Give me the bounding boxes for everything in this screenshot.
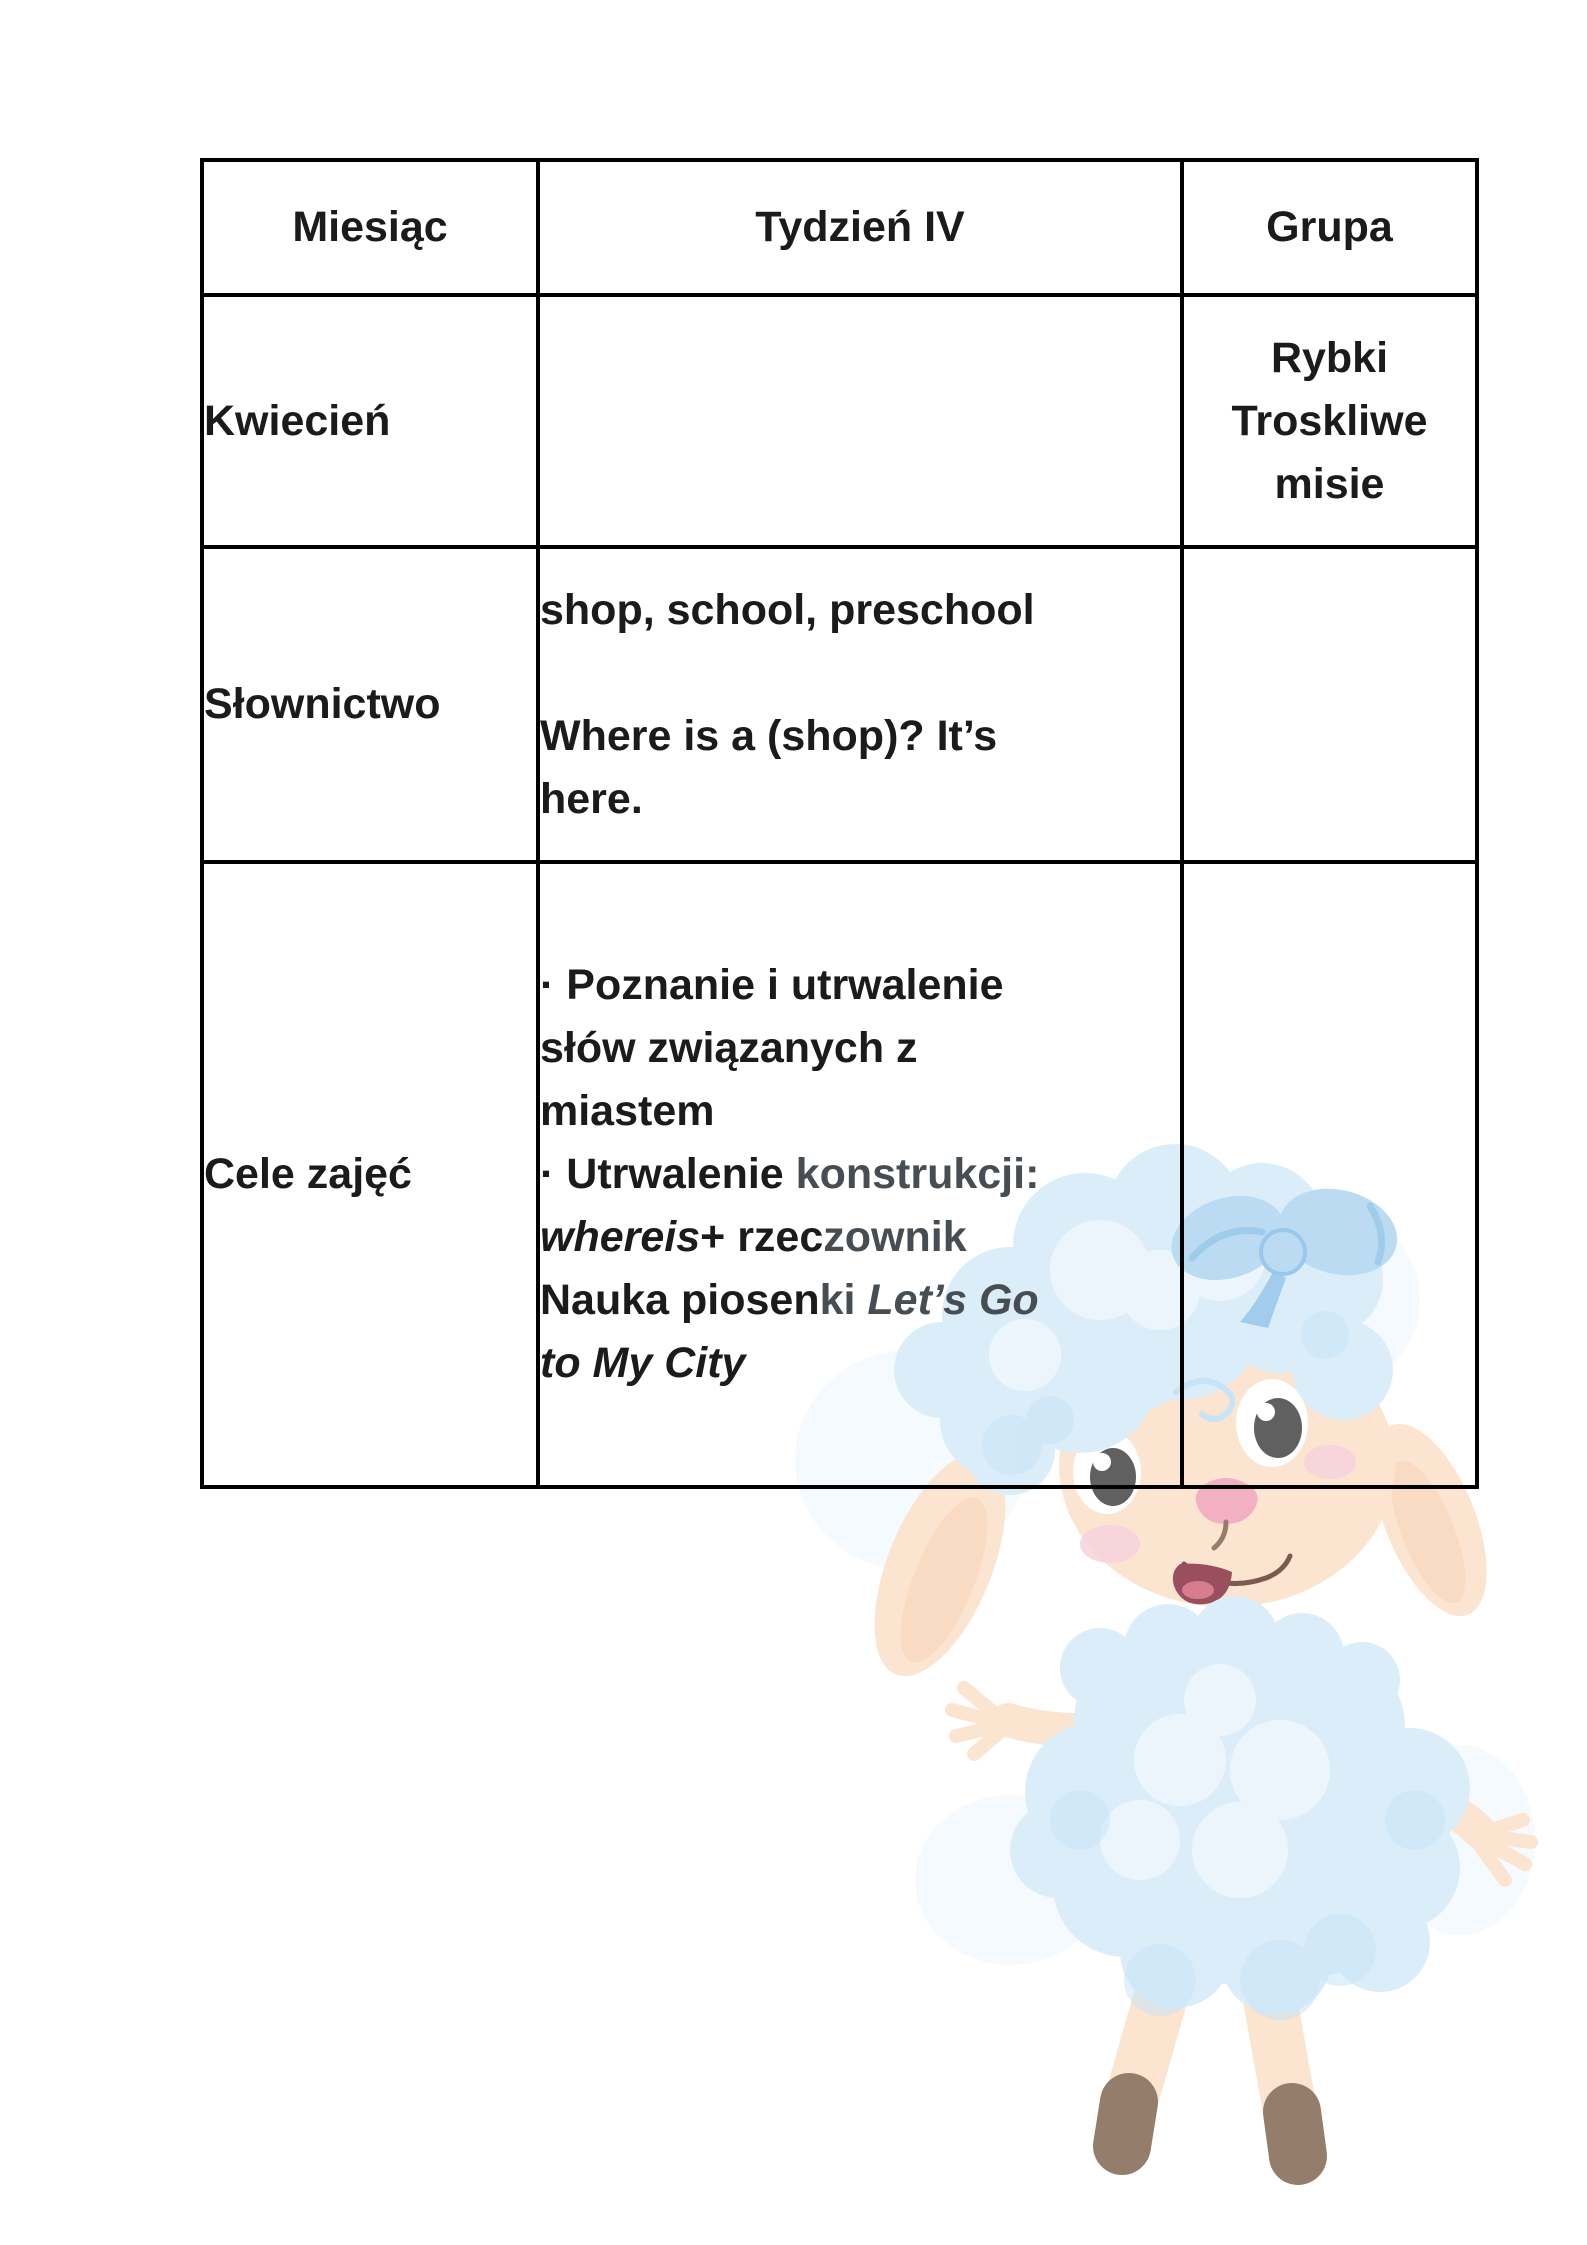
header-row	[202, 160, 1477, 295]
text-line: Troskliwe	[1231, 396, 1428, 445]
text-line: słów związanych z	[540, 1024, 918, 1072]
text-line: misie	[1274, 459, 1385, 508]
text-line	[540, 642, 1180, 705]
header-tydzien-iv: Tydzień IV	[538, 160, 1182, 295]
text-line: miastem	[540, 1087, 715, 1135]
text-line: Rybki	[1270, 333, 1389, 382]
table-row-slownictwo	[202, 547, 1477, 862]
text-line: to My City	[540, 1339, 746, 1387]
text-line: Where is a (shop)? It’s	[540, 711, 998, 760]
text-line: Nauka piosenki Let’s Go	[540, 1276, 1039, 1324]
text-line: · Poznanie i utrwalenie	[540, 961, 1004, 1009]
slownictwo-group-cell	[1182, 547, 1477, 862]
group-names-cell	[1182, 295, 1477, 547]
table-row-cele-zajec	[202, 862, 1477, 1487]
kwiecien-content-cell	[538, 295, 1182, 547]
header-miesiac: Miesiąc	[202, 160, 538, 295]
row-label-slownictwo: Słownictwo	[202, 547, 538, 862]
text-line: · Utrwalenie konstrukcji:	[540, 1150, 1040, 1198]
table-row-kwiecien	[202, 295, 1477, 547]
slownictwo-content-cell	[538, 547, 1182, 862]
schedule-table	[200, 158, 1479, 1489]
cele-group-cell	[1182, 862, 1477, 1487]
cele-content-cell	[538, 862, 1182, 1487]
row-label-kwiecien: Kwiecień	[202, 295, 538, 547]
header-grupa: Grupa	[1182, 160, 1477, 295]
text-line: whereis+ rzeczownik	[540, 1213, 967, 1261]
row-label-cele-zajec: Cele zajęć	[202, 862, 538, 1487]
lamb-body-wool	[1010, 1596, 1470, 2020]
text-line: here.	[540, 774, 643, 823]
text-line: shop, school, preschool	[540, 585, 1035, 634]
